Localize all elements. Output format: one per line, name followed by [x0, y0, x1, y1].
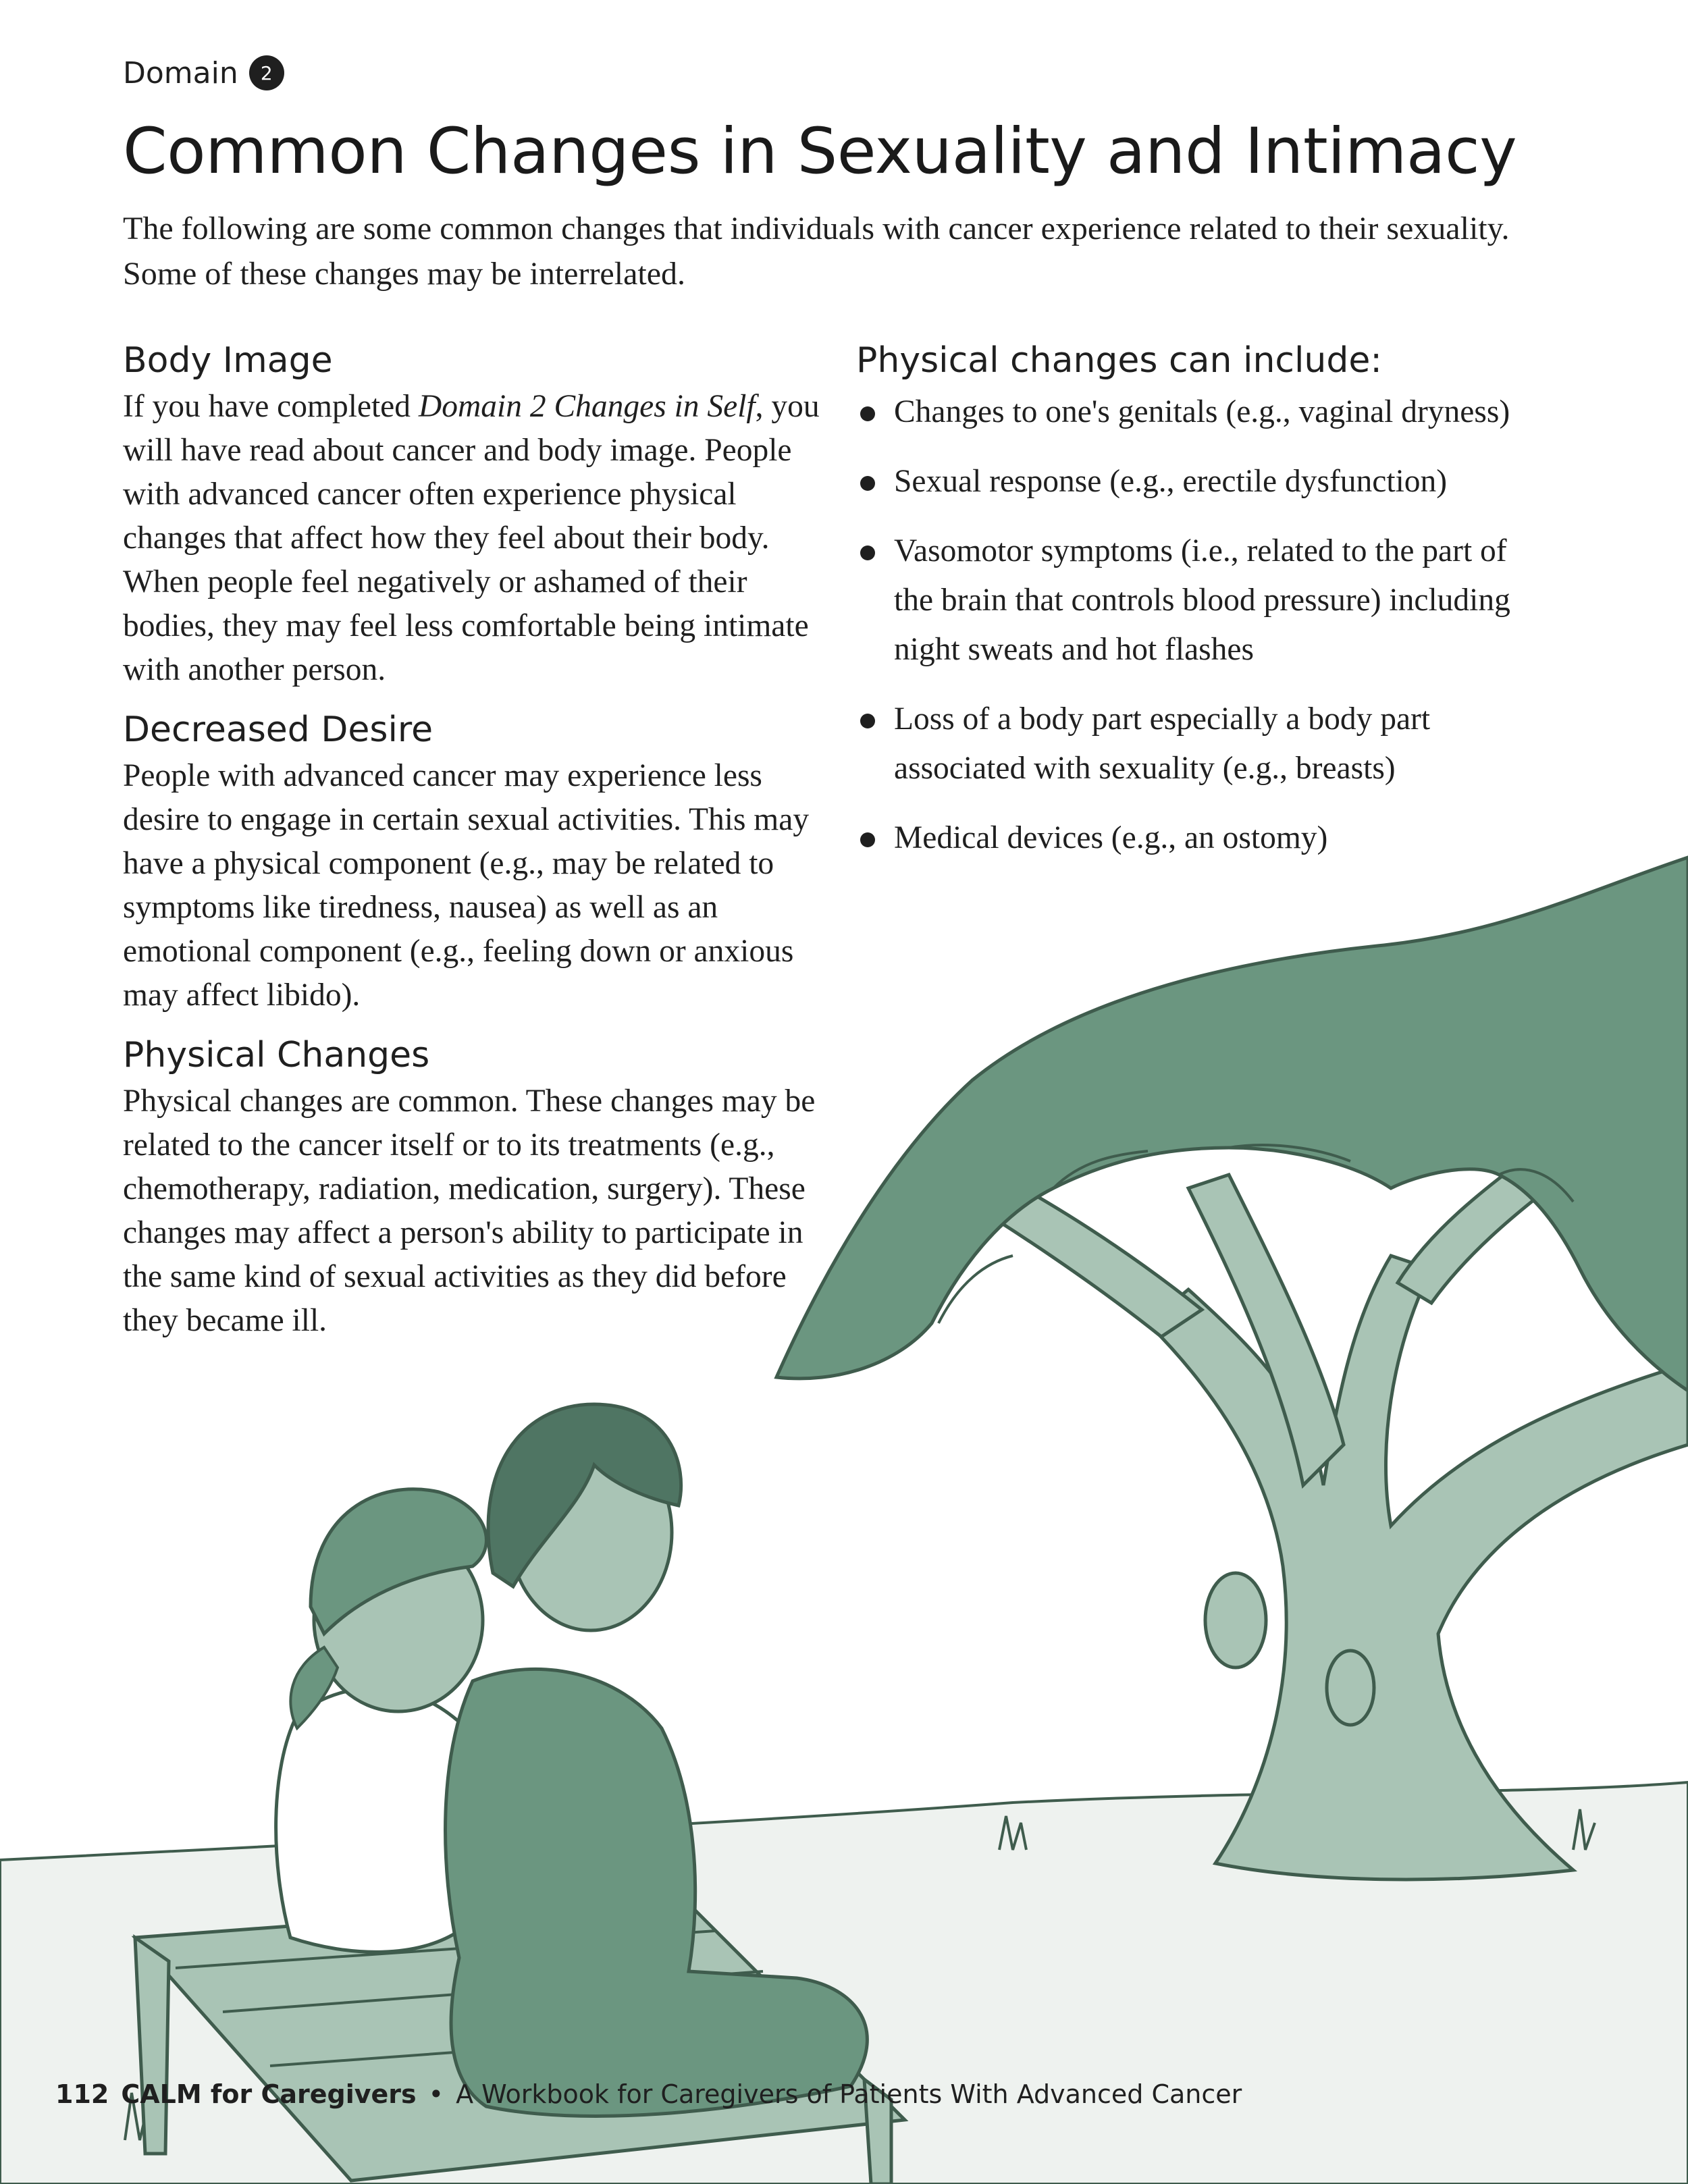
domain-label	[123, 55, 284, 90]
physical-changes-list	[856, 388, 1538, 863]
body-image-heading: Body Image	[123, 340, 333, 381]
book-subtitle: A Workbook for Caregivers of Patients With Advanced Cancer	[456, 2079, 1242, 2109]
right-column	[856, 338, 1538, 883]
list-item: Changes to one's genitals (e.g., vaginal dryness)	[856, 388, 1538, 437]
decreased-desire-text: People with advanced cancer may experience less desire to engage in certain sexual activities. This may have a physical component (e.g., may be related to symptoms like tiredness, nausea) as well as an emotional component (e.g., feeling down or anxious may affect libido).	[123, 758, 810, 1013]
decreased-desire-heading: Decreased Desire	[123, 710, 433, 750]
footer-separator: •	[428, 2079, 444, 2109]
physical-changes-heading: Physical Changes	[123, 1035, 430, 1075]
page-title: Common Changes in Sexuality and Intimacy	[123, 115, 1517, 188]
list-item: Sexual response (e.g., erectile dysfunction)	[856, 457, 1538, 506]
domain-reference: Domain 2 Changes in Self	[418, 389, 756, 424]
list-item: Loss of a body part especially a body part associated with sexuality (e.g., breasts)	[856, 695, 1538, 793]
physical-list-heading: Physical changes can include:	[856, 340, 1382, 381]
physical-changes-text: Physical changes are common. These changes may be related to the cancer itself or to its treatments (e.g., chemotherapy, radiation, medication, surgery). These changes may affect a person's ability to participate in the same kind of sexual activities as they did before they became ill.	[123, 1084, 816, 1338]
intro-paragraph: The following are some common changes that individuals with cancer experience related to their sexuality. Some of these changes may be interrelated.	[123, 211, 1510, 292]
page-number: 112	[55, 2079, 109, 2109]
domain-number-badge: 2	[249, 55, 284, 90]
list-item: Medical devices (e.g., an ostomy)	[856, 814, 1538, 863]
person-left-body	[276, 1688, 466, 1952]
domain-label-text: Domain	[123, 55, 238, 90]
tree-canopy	[776, 857, 1688, 1391]
left-column	[123, 338, 825, 1358]
page-footer	[55, 2079, 1242, 2109]
body-image-text: If you have completed Domain 2 Changes in Self, you will have read about cancer and body image. People with advanced cancer often experience physical changes that affect how they feel about their body. When people feel negatively or ashamed of their bodies, they may feel less comfortable being intimate with another person.	[123, 389, 820, 687]
book-title: CALM for Caregivers	[121, 2079, 417, 2109]
list-item: Vasomotor symptoms (i.e., related to the part of the brain that controls blood pressure) including night sweats and hot flashes	[856, 527, 1538, 674]
